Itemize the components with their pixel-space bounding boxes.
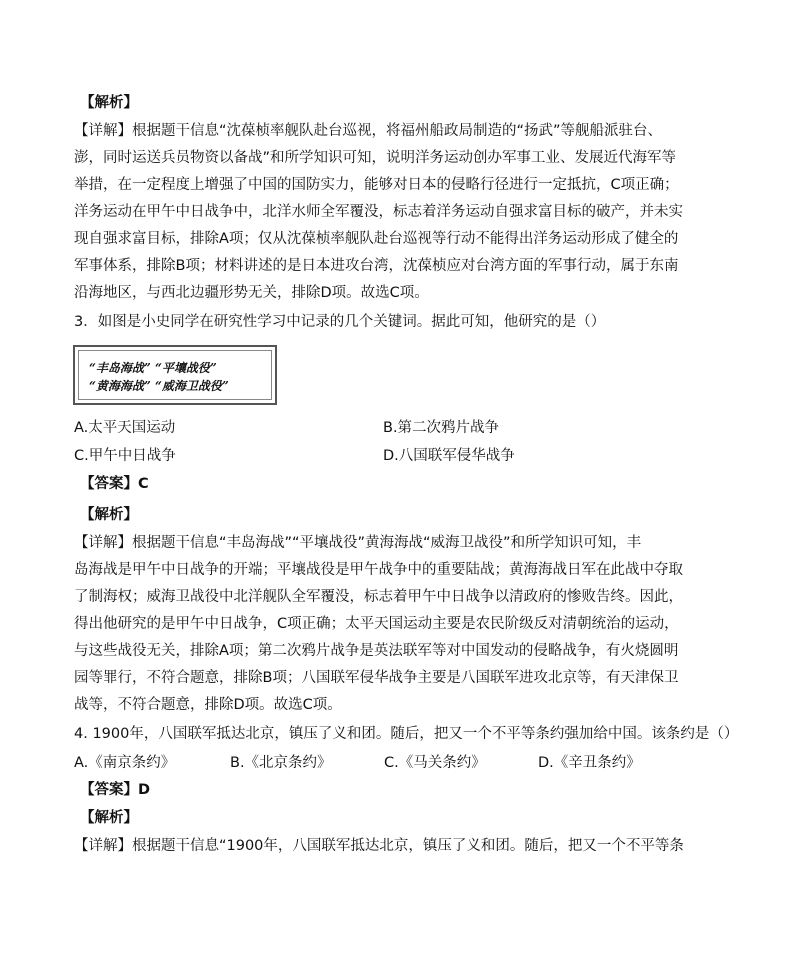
q4-option-b: B.《北京条约》 (230, 755, 332, 771)
q3-option-b: B.第二次鸦片战争 (383, 420, 500, 436)
q2-detail-line: 澎，同时运送兵员物资以备战”和所学知识可知，说明洋务运动创办军事工业、发展近代海军等 (74, 150, 677, 166)
q2-detail-line: 洋务运动在甲午中日战争中，北洋水师全军覆没，标志着洋务运动自强求富目标的破产，并未实 (74, 204, 683, 220)
q3-detail-line: 与这些战役无关，排除A项；第二次鸦片战争是英法联军等对中国发动的侵略战争，有火烧圆明 (74, 643, 679, 659)
q2-detail-line: 现自强求富目标，排除A项；仅从沈葆桢率舰队赴台巡视等行动不能得出洋务运动形成了健全的 (74, 231, 679, 247)
q3-detail-line: 了制海权；威海卫战役中北洋舰队全军覆没，标志着甲午中日战争以清政府的惨败告终。因此， (74, 589, 683, 605)
q3-option-c: C.甲午中日战争 (74, 448, 176, 464)
q2-detail-line: 沿海地区，与西北边疆形势无关，排除D项。故选C项。 (74, 285, 429, 301)
q4-question: 4. 1900年，八国联军抵达北京，镇压了义和团。随后，把又一个不平等条约强加给中国。该条约是（） (74, 726, 739, 742)
q3-question: 3．如图是小史同学在研究性学习中记录的几个关键词。据此可知，他研究的是（） (74, 314, 606, 330)
q4-option-d: D.《辛丑条约》 (538, 755, 641, 771)
q2-analysis-label: 【解析】 (80, 95, 138, 111)
q2-detail-line: 军事体系，排除B项；材料讲述的是日本进攻台湾，沈葆桢应对台湾方面的军事行动，属于东南 (74, 258, 679, 274)
q3-detail-line: 战等，不符合题意，排除D项。故选C项。 (74, 697, 342, 713)
q3-detail-line: 得出他研究的是甲午中日战争，C项正确；太平天国运动主要是农民阶级反对清朝统治的运动， (74, 616, 679, 632)
q3-answer: 【答案】C (80, 476, 149, 492)
q3-detail-line: 岛海战是甲午中日战争的开端；平壤战役是甲午战争中的重要陆战；黄海海战日军在此战中夺取 (74, 562, 683, 578)
q3-detail-line: 园等罪行，不符合题意，排除B项；八国联军侵华战争主要是八国联军进攻北京等，有天津保卫 (74, 670, 679, 686)
q2-detail-line: 举措，在一定程度上增强了中国的国防实力，能够对日本的侵略行径进行一定抵抗，C项正确； (74, 177, 679, 193)
keyword-card-row: “丰岛海战” “平壤战役” (89, 361, 217, 375)
q3-option-a: A.太平天国运动 (74, 420, 176, 436)
q4-option-c: C.《马关条约》 (384, 755, 486, 771)
q4-answer: 【答案】D (80, 782, 151, 798)
q3-option-d: D.八国联军侵华战争 (383, 448, 515, 464)
q3-detail-line: 【详解】根据题干信息“丰岛海战”“平壤战役”黄海海战“威海卫战役”和所学知识可知，丰 (74, 535, 642, 551)
q4-option-a: A.《南京条约》 (74, 755, 176, 771)
q4-analysis-label: 【解析】 (80, 810, 138, 826)
q3-analysis-label: 【解析】 (80, 507, 138, 523)
keyword-card-image (73, 345, 277, 405)
q2-detail-line: 【详解】根据题干信息“沈葆桢率舰队赴台巡视，将福州船政局制造的“扬武”等舰船派驻台、 (74, 123, 663, 139)
q4-detail-line: 【详解】根据题干信息“1900年，八国联军抵达北京，镇压了义和团。随后，把又一个不平等条 (74, 838, 684, 854)
keyword-card-row: “黄海海战” “威海卫战役” (89, 379, 229, 393)
